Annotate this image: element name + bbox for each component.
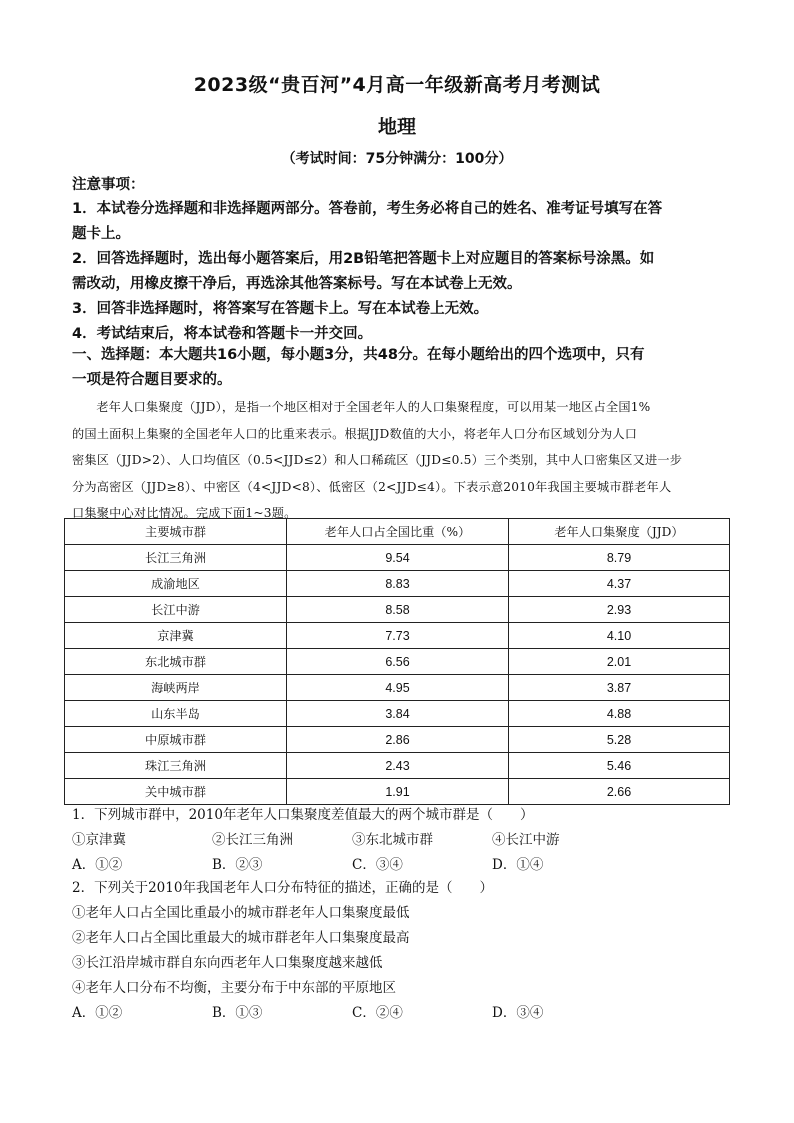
table-cell: 1.91 (287, 779, 509, 805)
intro-line: 的国土面积上集聚的全国老年人口的比重来表示。根据JJD数值的大小，将老年人口分布区域划分为人口 (72, 426, 638, 441)
question-statement: ①老年人口占全国比重最小的城市群老年人口集聚度最低 (72, 905, 410, 921)
table-row (65, 753, 730, 779)
question-item: ②长江三角洲 (212, 832, 293, 848)
table-cell: 9.54 (287, 545, 509, 571)
table-header-row (65, 519, 730, 545)
answer-choice: C．②④ (352, 1005, 403, 1021)
table-cell: 中原城市群 (65, 727, 287, 753)
subject-title: 地理 (377, 116, 416, 138)
question-stem: 1．下列城市群中，2010年老年人口集聚度差值最大的两个城市群是（ ） (72, 807, 534, 823)
table-cell: 7.73 (287, 623, 509, 649)
section-line: 一、选择题：本大题共16小题，每小题3分，共48分。在每小题给出的四个选项中，只有 (72, 347, 645, 363)
note-line: 题卡上。 (72, 226, 130, 242)
table-row (65, 675, 730, 701)
notes-heading: 注意事项： (72, 177, 145, 193)
table-cell: 成渝地区 (65, 571, 287, 597)
table-cell: 东北城市群 (65, 649, 287, 675)
question-item: ①京津冀 (72, 832, 126, 848)
answer-choices (72, 853, 722, 878)
question-stem: 2．下列关于2010年我国老年人口分布特征的描述，正确的是（ ） (72, 880, 493, 896)
intro-line: 口集聚中心对比情况。完成下面1~3题。 (72, 506, 297, 520)
table-cell: 长江三角洲 (65, 545, 287, 571)
table-row (65, 545, 730, 571)
table-cell: 3.87 (509, 675, 730, 701)
answer-choices (72, 1001, 722, 1026)
note-line: 4．考试结束后，将本试卷和答题卡一并交回。 (72, 326, 373, 342)
answer-choice: B．②③ (212, 857, 263, 873)
answer-choice: D．①④ (492, 857, 544, 873)
table-row (65, 623, 730, 649)
table-row (65, 649, 730, 675)
answer-choice: B．①③ (212, 1005, 263, 1021)
table-cell: 6.56 (287, 649, 509, 675)
table-cell: 5.28 (509, 727, 730, 753)
table-row (65, 779, 730, 805)
question-statement: ④老年人口分布不均衡，主要分布于中东部的平原地区 (72, 980, 396, 996)
table-cell: 长江中游 (65, 597, 287, 623)
column-header: 主要城市群 (65, 519, 287, 545)
answer-choice: D．③④ (492, 1005, 544, 1021)
city-cluster-table (64, 518, 730, 805)
question-1 (72, 803, 722, 878)
note-line: 需改动，用橡皮擦干净后，再选涂其他答案标号。写在本试卷上无效。 (72, 276, 522, 292)
exam-title: 2023级“贵百河”4月高一年级新高考月考测试 (193, 74, 601, 96)
table-cell: 山东半岛 (65, 701, 287, 727)
table-row (65, 727, 730, 753)
intro-line: 分为高密区（JJD≥8）、中密区（4<JJD<8）、低密区（2<JJD≤4）。下表示意2010年我国主要城市群老年人 (72, 479, 672, 494)
table-row (65, 701, 730, 727)
answer-choice: C．③④ (352, 857, 403, 873)
table-row (65, 571, 730, 597)
table-cell: 4.95 (287, 675, 509, 701)
table-cell: 4.88 (509, 701, 730, 727)
table-cell: 京津冀 (65, 623, 287, 649)
column-header: 老年人口集聚度（JJD） (509, 519, 730, 545)
question-item: ③东北城市群 (352, 832, 433, 848)
note-line: 3．回答非选择题时，将答案写在答题卡上。写在本试卷上无效。 (72, 301, 489, 317)
question-statement: ③长江沿岸城市群自东向西老年人口集聚度越来越低 (72, 955, 383, 971)
table-cell: 2.66 (509, 779, 730, 805)
table-cell: 珠江三角洲 (65, 753, 287, 779)
table-cell: 关中城市群 (65, 779, 287, 805)
question-item: ④长江中游 (492, 832, 560, 848)
table-cell: 5.46 (509, 753, 730, 779)
intro-line: 老年人口集聚度（JJD），是指一个地区相对于全国老年人的人口集聚程度，可以用某一地区占全国1% (96, 400, 651, 414)
table-cell: 3.84 (287, 701, 509, 727)
exam-time-info: （考试时间：75分钟满分：100分） (281, 151, 513, 167)
table-cell: 2.93 (509, 597, 730, 623)
table-cell: 8.79 (509, 545, 730, 571)
table-cell: 2.86 (287, 727, 509, 753)
section-line: 一项是符合题目要求的。 (72, 372, 232, 388)
answer-choice: A．①② (72, 857, 123, 873)
table-cell: 2.01 (509, 649, 730, 675)
table-cell: 4.37 (509, 571, 730, 597)
section-heading (72, 343, 722, 393)
intro-line: 密集区（JJD>2）、人口均值区（0.5<JJD≤2）和人口稀疏区（JJD≤0.5）三个类别，其中人口密集区又进一步 (72, 453, 683, 467)
table-row (65, 597, 730, 623)
column-header: 老年人口占全国比重（%） (287, 519, 509, 545)
question-statement: ②老年人口占全国比重最大的城市群老年人口集聚度最高 (72, 930, 410, 946)
material-intro (72, 394, 722, 527)
note-line: 2．回答选择题时，选出每小题答案后，用2B铅笔把答题卡上对应题目的答案标号涂黑。如 (72, 251, 655, 267)
table-cell: 8.58 (287, 597, 509, 623)
table-cell: 海峡两岸 (65, 675, 287, 701)
answer-choice: A．①② (72, 1005, 123, 1021)
note-line: 1．本试卷分选择题和非选择题两部分。答卷前，考生务必将自己的姓名、准考证号填写在答 (72, 201, 663, 217)
question-2 (72, 876, 722, 1026)
table-cell: 4.10 (509, 623, 730, 649)
question-items (72, 828, 722, 853)
table-cell: 2.43 (287, 753, 509, 779)
notes-list (72, 197, 722, 347)
table-cell: 8.83 (287, 571, 509, 597)
